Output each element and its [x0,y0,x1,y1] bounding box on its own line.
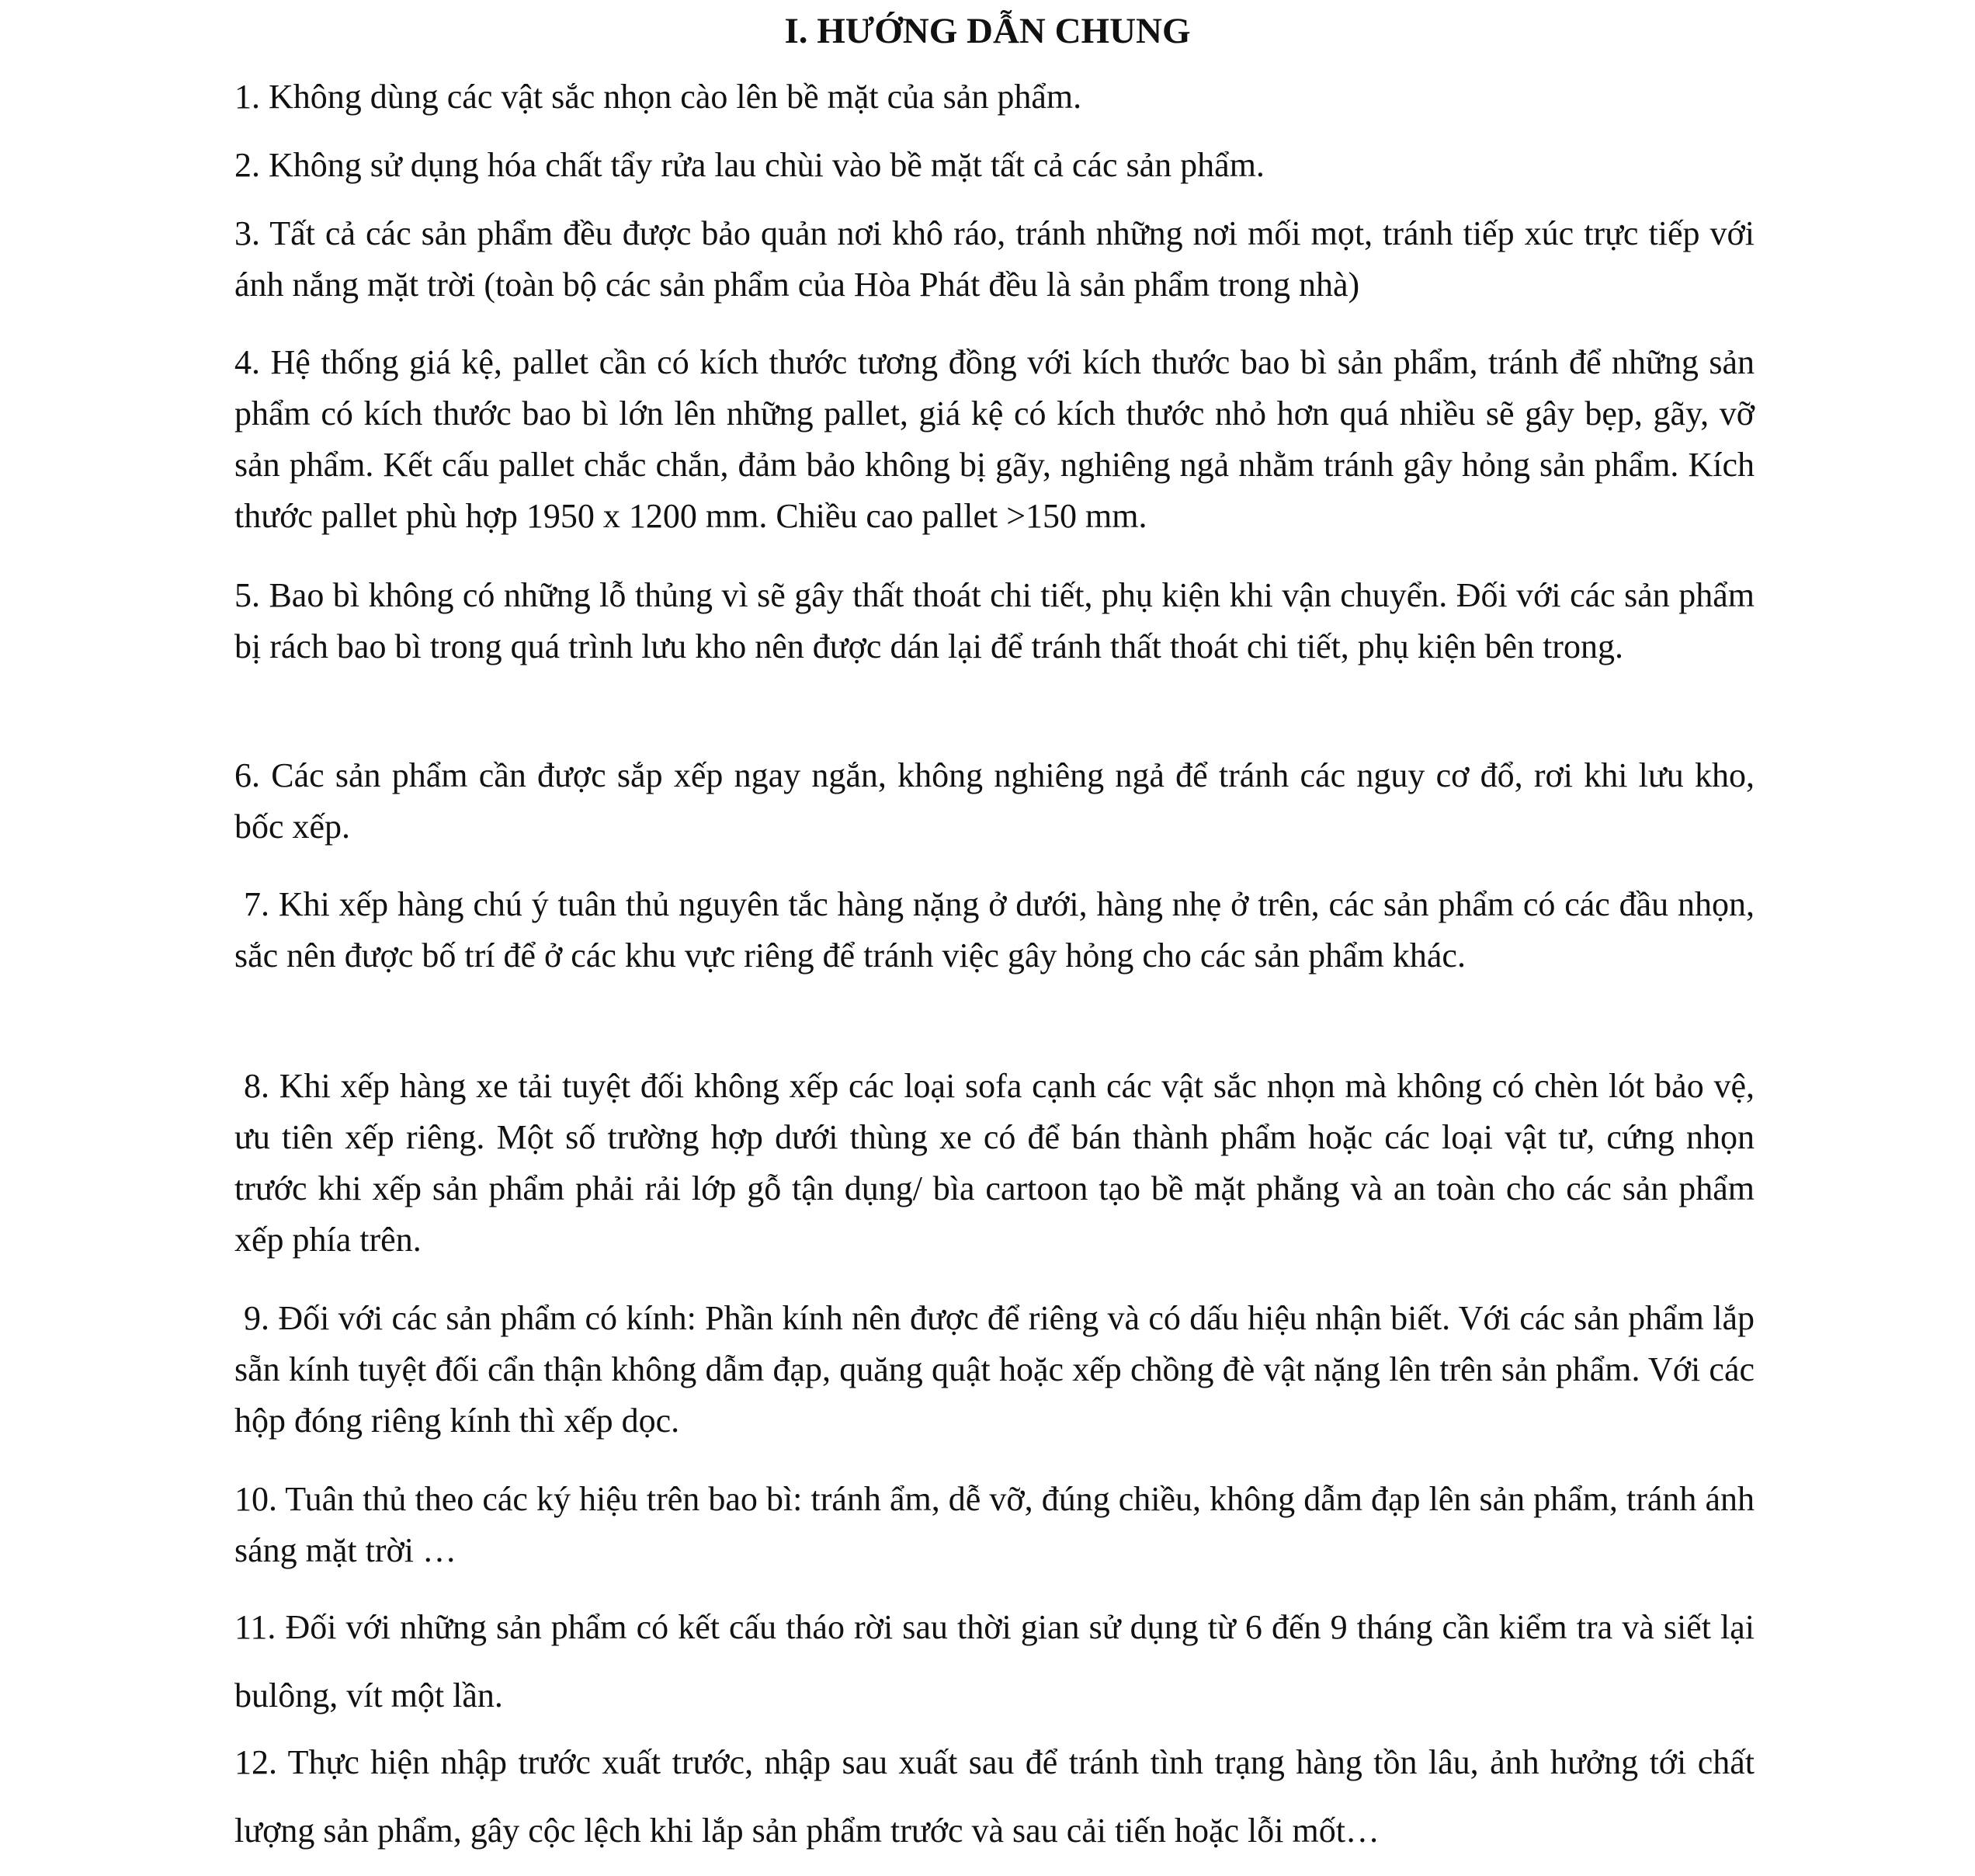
guideline-item-12: 12. Thực hiện nhập trước xuất trước, nhập sau xuất sau để tránh tình trạng hàng tồn lâu, ảnh hưởng tới chất lượng sản phẩm, gây cộc lệch khi lắp sản phẩm trước và sau cải tiến hoặc lỗi mốt… [234,1743,1755,1850]
guideline-item-7: 7. Khi xếp hàng chú ý tuân thủ nguyên tắc hàng nặng ở dưới, hàng nhẹ ở trên, các sản phẩm có các đầu nhọn, sắc nên được bố trí để ở các khu vực riêng để tránh việc gây hỏng cho các sản phẩm khác. [234,885,1755,974]
section-title: I. HƯỚNG DẪN CHUNG [784,11,1191,51]
guideline-item-5: 5. Bao bì không có những lỗ thủng vì sẽ gây thất thoát chi tiết, phụ kiện khi vận chuyển. Đối với các sản phẩm bị rách bao bì trong quá trình lưu kho nên được dán lại để tránh thất thoát chi tiết, phụ kiện bên trong. [234,576,1755,665]
guideline-item-9: 9. Đối với các sản phẩm có kính: Phần kính nên được để riêng và có dấu hiệu nhận biết. Với các sản phẩm lắp sẵn kính tuyệt đối cẩn thận không dẫm đạp, quăng quật hoặc xếp chồng đè vật nặng lên trên sản phẩm. Với các hộp đóng riêng kính thì xếp dọc. [234,1299,1755,1440]
guideline-item-10: 10. Tuân thủ theo các ký hiệu trên bao bì: tránh ẩm, dễ vỡ, đúng chiều, không dẫm đạp lên sản phẩm, tránh ánh sáng mặt trời … [234,1480,1755,1569]
guideline-item-4: 4. Hệ thống giá kệ, pallet cần có kích thước tương đồng với kích thước bao bì sản phẩm, tránh để những sản phẩm có kích thước bao bì lớn lên những pallet, giá kệ có kích thước nhỏ hơn quá nhiều sẽ gây bẹp, gãy, vỡ sản phẩm. Kết cấu pallet chắc chắn, đảm bảo không bị gãy, nghiêng ngả nhằm tránh gây hỏng sản phẩm. Kích thước pallet phù hợp 1950 x 1200 mm. Chiều cao pallet >150 mm. [234,343,1755,535]
guideline-item-8: 8. Khi xếp hàng xe tải tuyệt đối không xếp các loại sofa cạnh các vật sắc nhọn mà không có chèn lót bảo vệ, ưu tiên xếp riêng. Một số trường hợp dưới thùng xe có để bán thành phẩm hoặc các loại vật tư, cứng nhọn trước khi xếp sản phẩm phải rải lớp gỗ tận dụng/ bìa cartoon tạo bề mặt phẳng và an toàn cho các sản phẩm xếp phía trên. [234,1067,1755,1259]
guideline-item-2: 2. Không sử dụng hóa chất tẩy rửa lau chùi vào bề mặt tất cả các sản phẩm. [234,146,1265,184]
guideline-item-6: 6. Các sản phẩm cần được sắp xếp ngay ngắn, không nghiêng ngả để tránh các nguy cơ đổ, rơi khi lưu kho, bốc xếp. [234,756,1755,846]
guideline-item-11: 11. Đối với những sản phẩm có kết cấu tháo rời sau thời gian sử dụng từ 6 đến 9 tháng cần kiểm tra và siết lại bulông, vít một lần. [234,1608,1755,1714]
guideline-item-3: 3. Tất cả các sản phẩm đều được bảo quản nơi khô ráo, tránh những nơi mối mọt, tránh tiếp xúc trực tiếp với ánh nắng mặt trời (toàn bộ các sản phẩm của Hòa Phát đều là sản phẩm trong nhà) [234,214,1755,304]
guideline-item-1: 1. Không dùng các vật sắc nhọn cào lên bề mặt của sản phẩm. [234,78,1082,116]
